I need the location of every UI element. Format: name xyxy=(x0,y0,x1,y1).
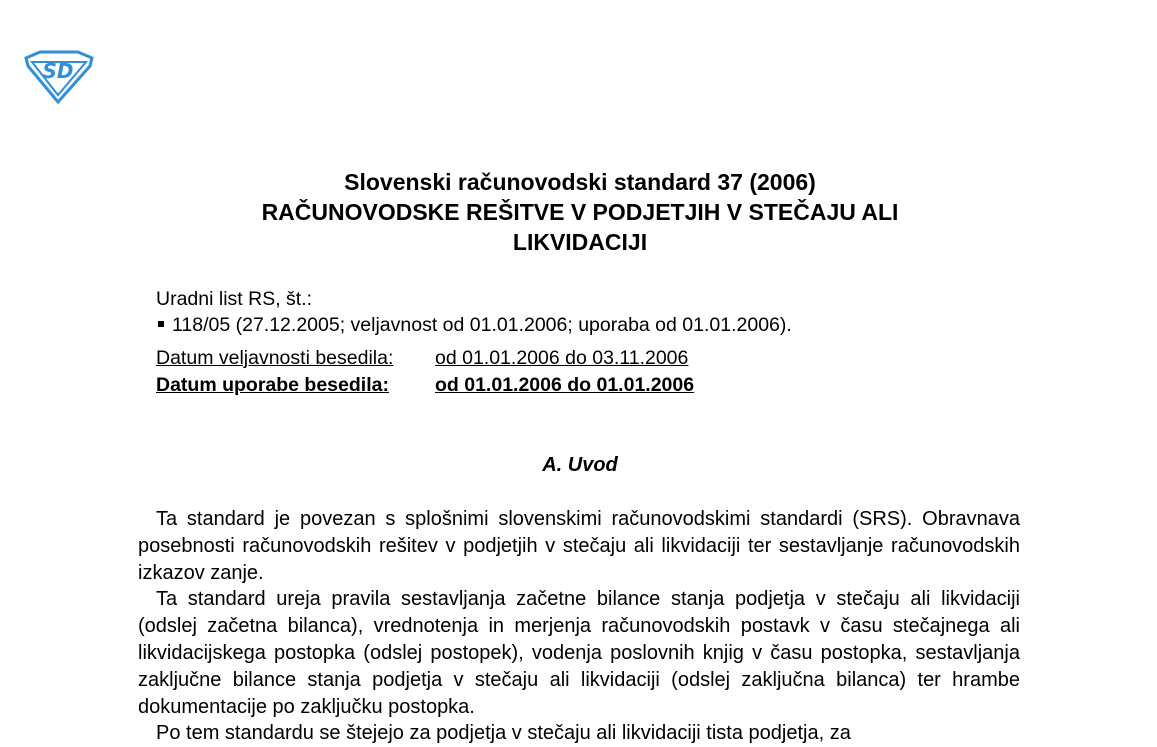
section-heading: A. Uvod xyxy=(542,454,618,476)
square-bullet-icon xyxy=(158,321,164,327)
gazette-info xyxy=(156,286,792,338)
gazette-entry xyxy=(156,312,792,338)
validity-date-row xyxy=(156,345,694,372)
validity-date-value[interactable]: od 01.01.2006 do 03.11.2006 xyxy=(435,347,689,369)
text-dates xyxy=(156,345,694,399)
validity-date-label: Datum veljavnosti besedila: xyxy=(156,347,394,369)
title-line-1: Slovenski računovodski standard 37 (2006) xyxy=(344,169,816,195)
shield-logo-icon xyxy=(22,48,96,104)
usage-date-value[interactable]: od 01.01.2006 do 01.01.2006 xyxy=(435,374,695,396)
paragraph: Po tem standardu se štejejo za podjetja v stečaju ali likvidaciji tista podjetja, za xyxy=(156,722,851,745)
paragraph: Ta standard ureja pravila sestavljanja začetne bilance stanja podjetja v stečaju ali likvidaciji (odslej začetna bilanca), vrednotenja in merjenja računovodskih postavk v času stečajnega ali likvidacijskega postopka (odslej postopek), vodenja poslovnih knjig v času postopka, sestavljanja zaključne bilance stanja podjetja v stečaju ali likvidaciji (odslej zaključna bilanca) ter hrambe dokumentacije po zaključku postopka. xyxy=(138,588,1020,718)
document-title xyxy=(140,167,1020,257)
paragraph: Ta standard je povezan s splošnimi slovenskimi računovodskimi standardi (SRS). Obravnava posebnosti računovodskih rešitev v podjetjih v stečaju ali likvidaciji ter sestavljanje računovodskih izkazov zanje. xyxy=(138,508,1020,584)
gazette-label: Uradni list RS, št.: xyxy=(156,288,313,310)
section-body xyxy=(138,506,1020,747)
svg-text:SD: SD xyxy=(42,59,74,83)
usage-date-label: Datum uporabe besedila: xyxy=(156,374,389,396)
logo xyxy=(22,48,96,104)
title-line-2: RAČUNOVODSKE REŠITVE V PODJETJIH V STEČAJU ALI xyxy=(261,199,899,225)
title-line-3: LIKVIDACIJI xyxy=(512,229,648,255)
gazette-entry-text: 118/05 (27.12.2005; veljavnost od 01.01.2006; uporaba od 01.01.2006). xyxy=(172,314,792,336)
usage-date-row xyxy=(156,372,694,399)
